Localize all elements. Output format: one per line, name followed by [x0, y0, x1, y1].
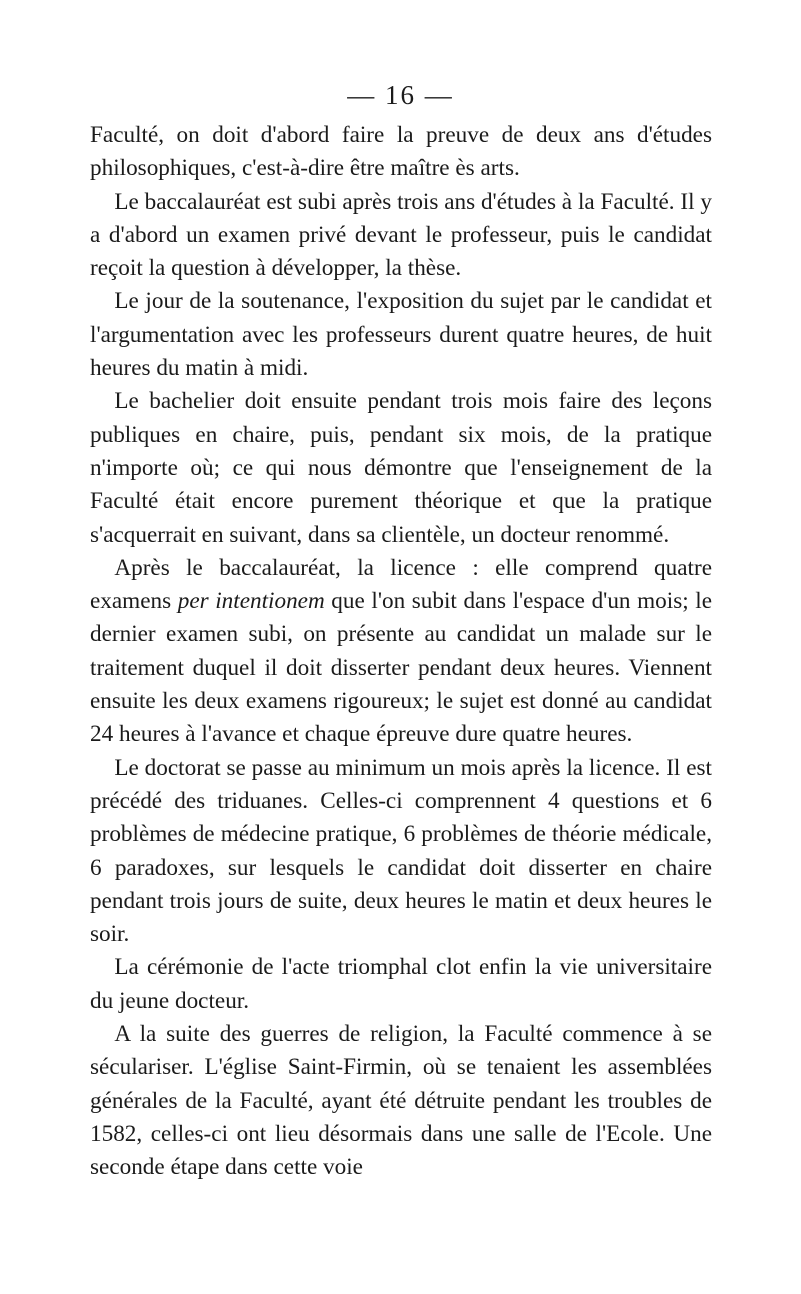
latin-phrase: per intentionem: [177, 588, 325, 615]
page-number: — 16 —: [347, 80, 454, 110]
paragraph-3: Le jour de la soutenance, l'exposition du sujet par le candidat et l'argumentation avec les professeurs durent quatre heures, de huit heures du matin à midi.: [90, 288, 712, 382]
paragraph-5-start: Après le baccalauréat, la licence : elle comprend quatre examens: [90, 554, 712, 615]
paragraph-7: La cérémonie de l'acte triomphal clot enfin la vie universitaire du jeune docteur.: [90, 954, 712, 1014]
paragraph-1: Faculté, on doit d'abord faire la preuve de deux ans d'études philosophiques, c'est-à-dire être maître ès arts.: [90, 122, 712, 182]
paragraph-8: A la suite des guerres de religion, la Faculté commence à se séculariser. L'église Saint-Firmin, où se tenaient les assemblées générales de la Faculté, ayant été détruite pendant les troubles de 1582, celles-ci ont lieu désormais dans une salle de l'Ecole. Une seconde étape dans cette voie: [90, 1021, 712, 1181]
paragraph-6: Le doctorat se passe au minimum un mois après la licence. Il est précédé des triduanes. Celles-ci comprennent 4 questions et 6 problèmes de médecine pratique, 6 problèmes de théorie médicale, 6 paradoxes, sur lesquels le candidat doit disserter en chaire pendant trois jours de suite, deux heures le matin et deux heures le soir.: [90, 754, 712, 948]
paragraph-5: [90, 552, 712, 752]
body-text: [90, 119, 712, 1185]
paragraph-4: Le bachelier doit ensuite pendant trois mois faire des leçons publiques en chaire, puis, pendant six mois, de la pratique n'importe où; ce qui nous démontre que l'enseignement de la Faculté était encore purement théorique et que la pratique s'acquerrait en suivant, dans sa clientèle, un docteur renommé.: [90, 388, 712, 548]
paragraph-5-end: que l'on subit dans l'espace d'un mois; le dernier examen subi, on présente au candidat un malade sur le traitement duquel il doit disserter pendant deux heures. Viennent ensuite les deux examens rigoureux; le sujet est donné au candidat 24 heures à l'avance et chaque épreuve dure quatre heures.: [90, 588, 712, 748]
paragraph-2: Le baccalauréat est subi après trois ans d'études à la Faculté. Il y a d'abord un examen privé devant le professeur, puis le candidat reçoit la question à développer, la thèse.: [90, 188, 712, 282]
